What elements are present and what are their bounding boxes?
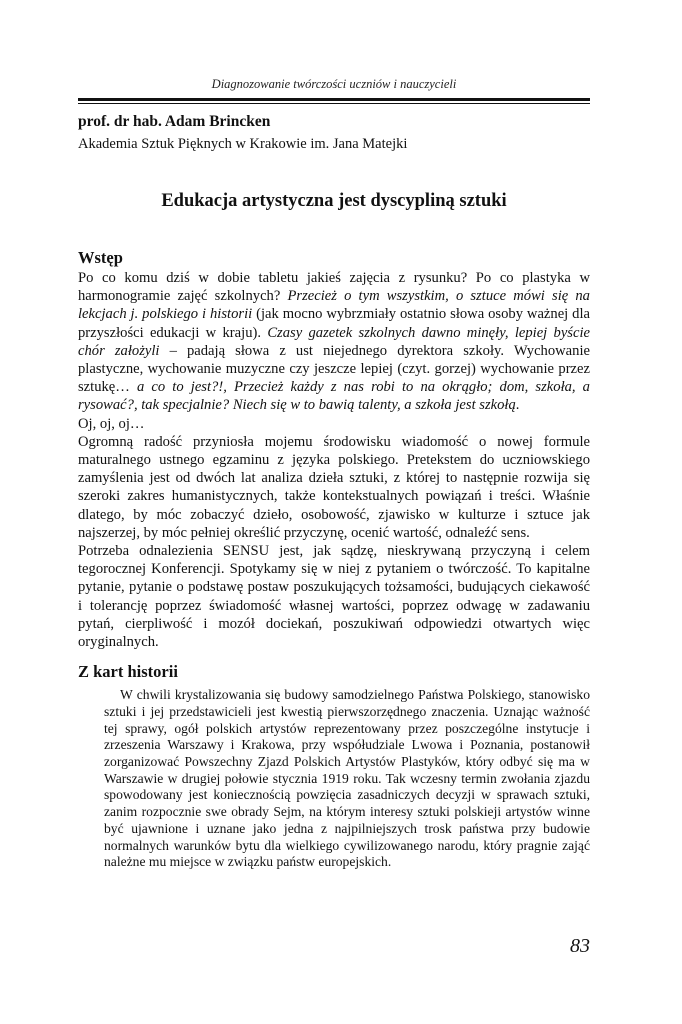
paragraph-intro-run: Po co komu dziś w dobie tabletu jakieś zajęcia z rysunku? Po co plastyka w harmonogramie zajęć szkolnych? bbox=[78, 270, 590, 305]
paragraph-intro-run-italic: a co to jest?!, Przecież każdy z nas robi to na okrągło; dom, szkoła, a rysować?, tak specjalnie? Niech się w to bawią talenty, a szkoła jest szkołą bbox=[78, 379, 590, 414]
header-rule-thick bbox=[78, 98, 590, 101]
paragraph-matura: Ogromną radość przyniosła mojemu środowisku wiadomość o nowej formule maturalnego ustnego egzaminu z języka polskiego. Pretekstem do uczniowskiego zamyślenia jest od dwóch lat analiza dzieła sztuki, z której to następnie rozwija się szeroki zakres humanistycznych, także kontekstualnych powiązań i treści. Właśnie dlatego, by móc zobaczyć dzieło, osobowość, zjawisko w kulturze i sztuce jak najszerzej, by móc pełniej określić przyczynę, ocenić wartość, odnaleźć sens. bbox=[78, 433, 590, 541]
paragraph-intro-run: . bbox=[515, 397, 520, 414]
paragraph-sens: Potrzeba odnalezienia SENSU jest, jak sądzę, nieskrywaną przyczyną i celem tegorocznej Konferencji. Spotykamy się w niej z pytaniem o twórczość. To kapitalne pytanie, pytanie o podstawę postaw poszukujących tożsamości, budujących ciekawość i tolerancję poprzez świadomość własnej wartości, poprzez odwagę w zadawaniu pytań, cierpliwość i mozół dociekań, poszukiwań odpowiedzi otwartych więc oryginalnych. bbox=[78, 543, 590, 651]
paragraph-intro-run-italic: Przecież o tym wszystkim, o sztuce mówi się na lekcjach j. polskiego i historii bbox=[78, 288, 590, 323]
section-heading-history: Z kart historii bbox=[78, 662, 178, 682]
article-body bbox=[78, 112, 590, 871]
section-heading-intro: Wstęp bbox=[78, 248, 123, 267]
block-quote-history: W chwili krystalizowania się budowy samodzielnego Państwa Polskiego, stanowisko sztuki i jej przedstawicieli jest kwestią pierwszorzędnego znaczenia. Uznając ważność tej sprawy, ogół polskich artystów reprezentowany przez poszczególne instytucje i zrzeszenia Warszawy i Krakowa, przy współudziale Lwowa i Poznania, postanowił zorganizować Powszechny Zjazd Polskich Artystów Plastyków, który odbyć się ma w Warszawie w drugiej połowie stycznia 1919 roku. Tak wczesny termin zwołania zjazdu spowodowany jest koniecznością powzięcia zasadniczych decyzji w sprawach sztuki, zanim rozpocznie swe obrady Sejm, na którym interesy sztuki polskieji artystów winne być ujawnione i uznane jako jedna z najpilniejszych trosk państwa przy budowie normalnych warunków bytu dla wielkiego cywilizowanego narodu, który pragnie zająć należne mu miejsce w związku państw europejskich. bbox=[104, 687, 590, 870]
paragraph-oj: Oj, oj, oj… bbox=[78, 415, 145, 432]
paragraph-intro-run-italic: Czasy gazetek szkolnych dawno minęły, lepiej byście chór założyli bbox=[78, 324, 590, 359]
running-header: Diagnozowanie twórczości uczniów i nauczycieli bbox=[211, 77, 457, 91]
page-number: 83 bbox=[570, 935, 590, 957]
article-title: Edukacja artystyczna jest dyscypliną sztuki bbox=[161, 191, 507, 211]
header-rule-thin bbox=[78, 103, 590, 104]
author-affiliation: Akademia Sztuk Pięknych w Krakowie im. Jana Matejki bbox=[78, 136, 408, 152]
paragraph-intro-run: (jak mocno wybrzmiały ostatnio słowa osoby ważnej dla przyszłości edukacji w kraju). bbox=[78, 306, 590, 341]
paragraph-intro bbox=[78, 269, 590, 415]
paragraph-intro-run: – padają słowa z ust niejednego dyrektora szkoły. Wychowanie plastyczne, wychowanie muzyczne czy jeszcze lepiej (czyt. gorzej) wychowanie przez sztukę… bbox=[78, 342, 590, 396]
author-name: prof. dr hab. Adam Brincken bbox=[78, 113, 271, 130]
